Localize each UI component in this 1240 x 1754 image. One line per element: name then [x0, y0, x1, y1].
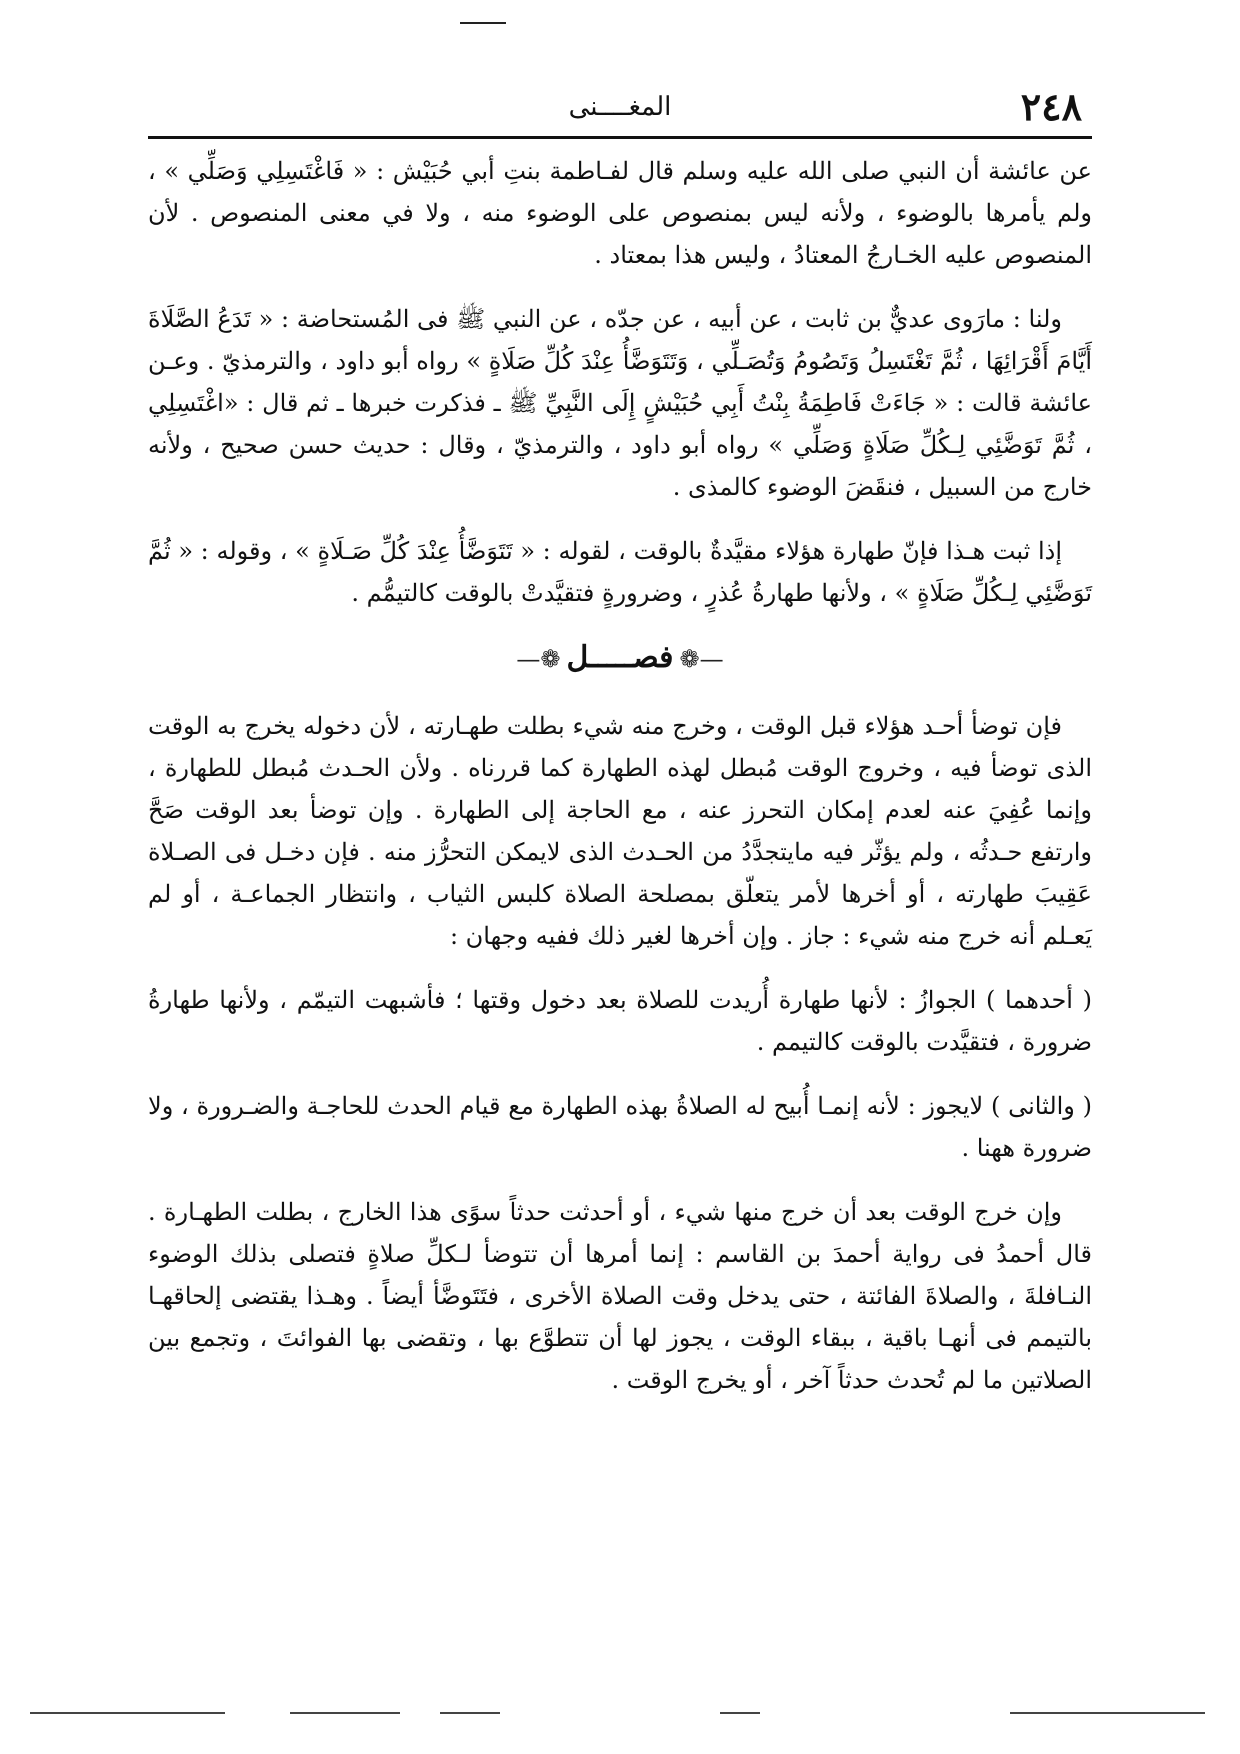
section-paragraph-2: ( أحدهما ) الجوازُ : لأنها طهارة أُريدت للصلاة بعد دخول وقتها ؛ فأشبهت التيمّم ، ولأنها طهارةُ ضرورة ، فتقيَّدت بالوقت كالتيمم . — [148, 986, 1092, 1056]
footer-rule — [290, 1712, 400, 1714]
top-mark — [460, 22, 506, 24]
running-title: المغــــنى — [568, 92, 672, 122]
paragraph-2: ولنا : مارَوى عديٌّ بن ثابت ، عن أبيه ، عن جدّه ، عن النبي ﷺ فى المُستحاضة : « تَدَعُ الصَّلَاةَ أَيَّامَ أَقْرَائِهَا ، ثُمَّ تَغْتَسِلُ وَتَصُومُ وَتُصَـلِّي ، وَتَتَوَضَّأُ عِنْدَ كُلِّ صَلَاةٍ » رواه أبو داود ، والترمذيّ . وعـن عائشة قالت : « جَاءَتْ فَاطِمَةُ بِنْتُ أَبِي حُبَيْشٍ إِلَى النَّبِيِّ ﷺ ـ فذكرت خبرها ـ ثم قال : «اغْتَسِلِي ، ثُمَّ تَوَضَّئِي لِـكُلِّ صَلَاةٍ وَصَلِّي » رواه أبو داود ، والترمذيّ ، وقال : حديث حسن صحيح ، ولأنه خارج من السبيل ، فنقَضَ الوضوء كالمذى . — [148, 305, 1092, 501]
section-paragraph-4: وإن خرج الوقت بعد أن خرج منها شيء ، أو أحدثت حدثاً سوًى هذا الخارج ، بطلت الطهـارة . قال أحمدُ فى رواية أحمدَ بن القاسم : إنما أمرها أن تتوضأ لـكلِّ صلاةٍ فتصلى بذلك الوضوء النـافلةَ ، والصلاةَ الفائتة ، حتى يدخل وقت الصلاة الأخرى ، فتَتَوضَّأ أيضاً . وهـذا يقتضى إلحاقهـا بالتيمم فى أنهـا باقية ، ببقاء الوقت ، يجوز لها أن تتطوَّع بها ، وتقضى بها الفوائتَ ، وتجمع بين الصلاتين ما لم تُحدث حدثاً آخر ، أو يخرج الوقت . — [148, 1198, 1092, 1394]
section-heading-text: فصـــــل — [566, 640, 674, 675]
ornament-left-icon: ❁— — [516, 645, 561, 673]
footer-rules — [0, 1712, 1240, 1718]
header-rule — [148, 136, 1092, 139]
section-paragraph-1: فإن توضأ أحـد هؤلاء قبل الوقت ، وخرج منه شيء بطلت طهـارته ، لأن دخوله يخرج به الوقت الذى توضأ فيه ، وخروج الوقت مُبطل لهذه الطهارة كما قررناه . ولأن الحـدث مُبطل للطهارة ، وإنما عُفِيَ عنه لعدم إمكان التحرز عنه ، مع الحاجة إلى الطهارة . وإن توضأ بعد الوقت صَحَّ وارتفع حـدثُه ، ولم يؤثّر فيه مايتجدَّدُ من الحـدث الذى لايمكن التحرُّز منه . فإن دخـل فى الصـلاة عَقِيبَ طهارته ، أو أخرها لأمر يتعلّق بمصلحة الصلاة كلبس الثياب ، وانتظار الجماعـة ، أو لم يَعـلم أنه خرج منه شيء : جاز . وإن أخرها لغير ذلك ففيه وجهان : — [148, 712, 1092, 950]
page-number: ٢٤٨ — [1020, 84, 1082, 129]
footer-rule — [440, 1712, 500, 1714]
footer-rule — [720, 1712, 760, 1714]
ornament-right-icon: —❁ — [679, 645, 724, 673]
footer-rule — [1010, 1712, 1205, 1714]
section-paragraph-3: ( والثانى ) لايجوز : لأنه إنمـا أُبيح له الصلاةُ بهذه الطهارة مع قيام الحدث للحاجـة والضـرورة ، ولا ضرورة ههنا . — [148, 1092, 1092, 1162]
body-text — [148, 150, 1092, 1423]
paragraph-1: عن عائشة أن النبي صلى الله عليه وسلم قال لفـاطمة بنتِ أبي حُبَيْش : « فَاغْتَسِلِي وَصَلِّي » ، ولم يأمرها بالوضوء ، ولأنه ليس بمنصوص على الوضوء منه ، ولا في معنى المنصوص . لأن المنصوص عليه الخـارجُ المعتادُ ، وليس هذا بمعتاد . — [148, 157, 1092, 269]
paragraph-3: إذا ثبت هـذا فإنّ طهارة هؤلاء مقيَّدةٌ بالوقت ، لقوله : « تَتَوَضَّأُ عِنْدَ كُلِّ صَـلَاةٍ » ، وقوله : « ثُمَّ تَوَضَّئِي لِـكُلِّ صَلَاةٍ » ، ولأنها طهارةُ عُذرٍ ، وضرورةٍ فتقيَّدتْ بالوقت كالتيمُّم . — [148, 537, 1092, 607]
section-heading — [148, 636, 1092, 681]
page-header — [148, 84, 1092, 134]
footer-rule — [30, 1712, 225, 1714]
